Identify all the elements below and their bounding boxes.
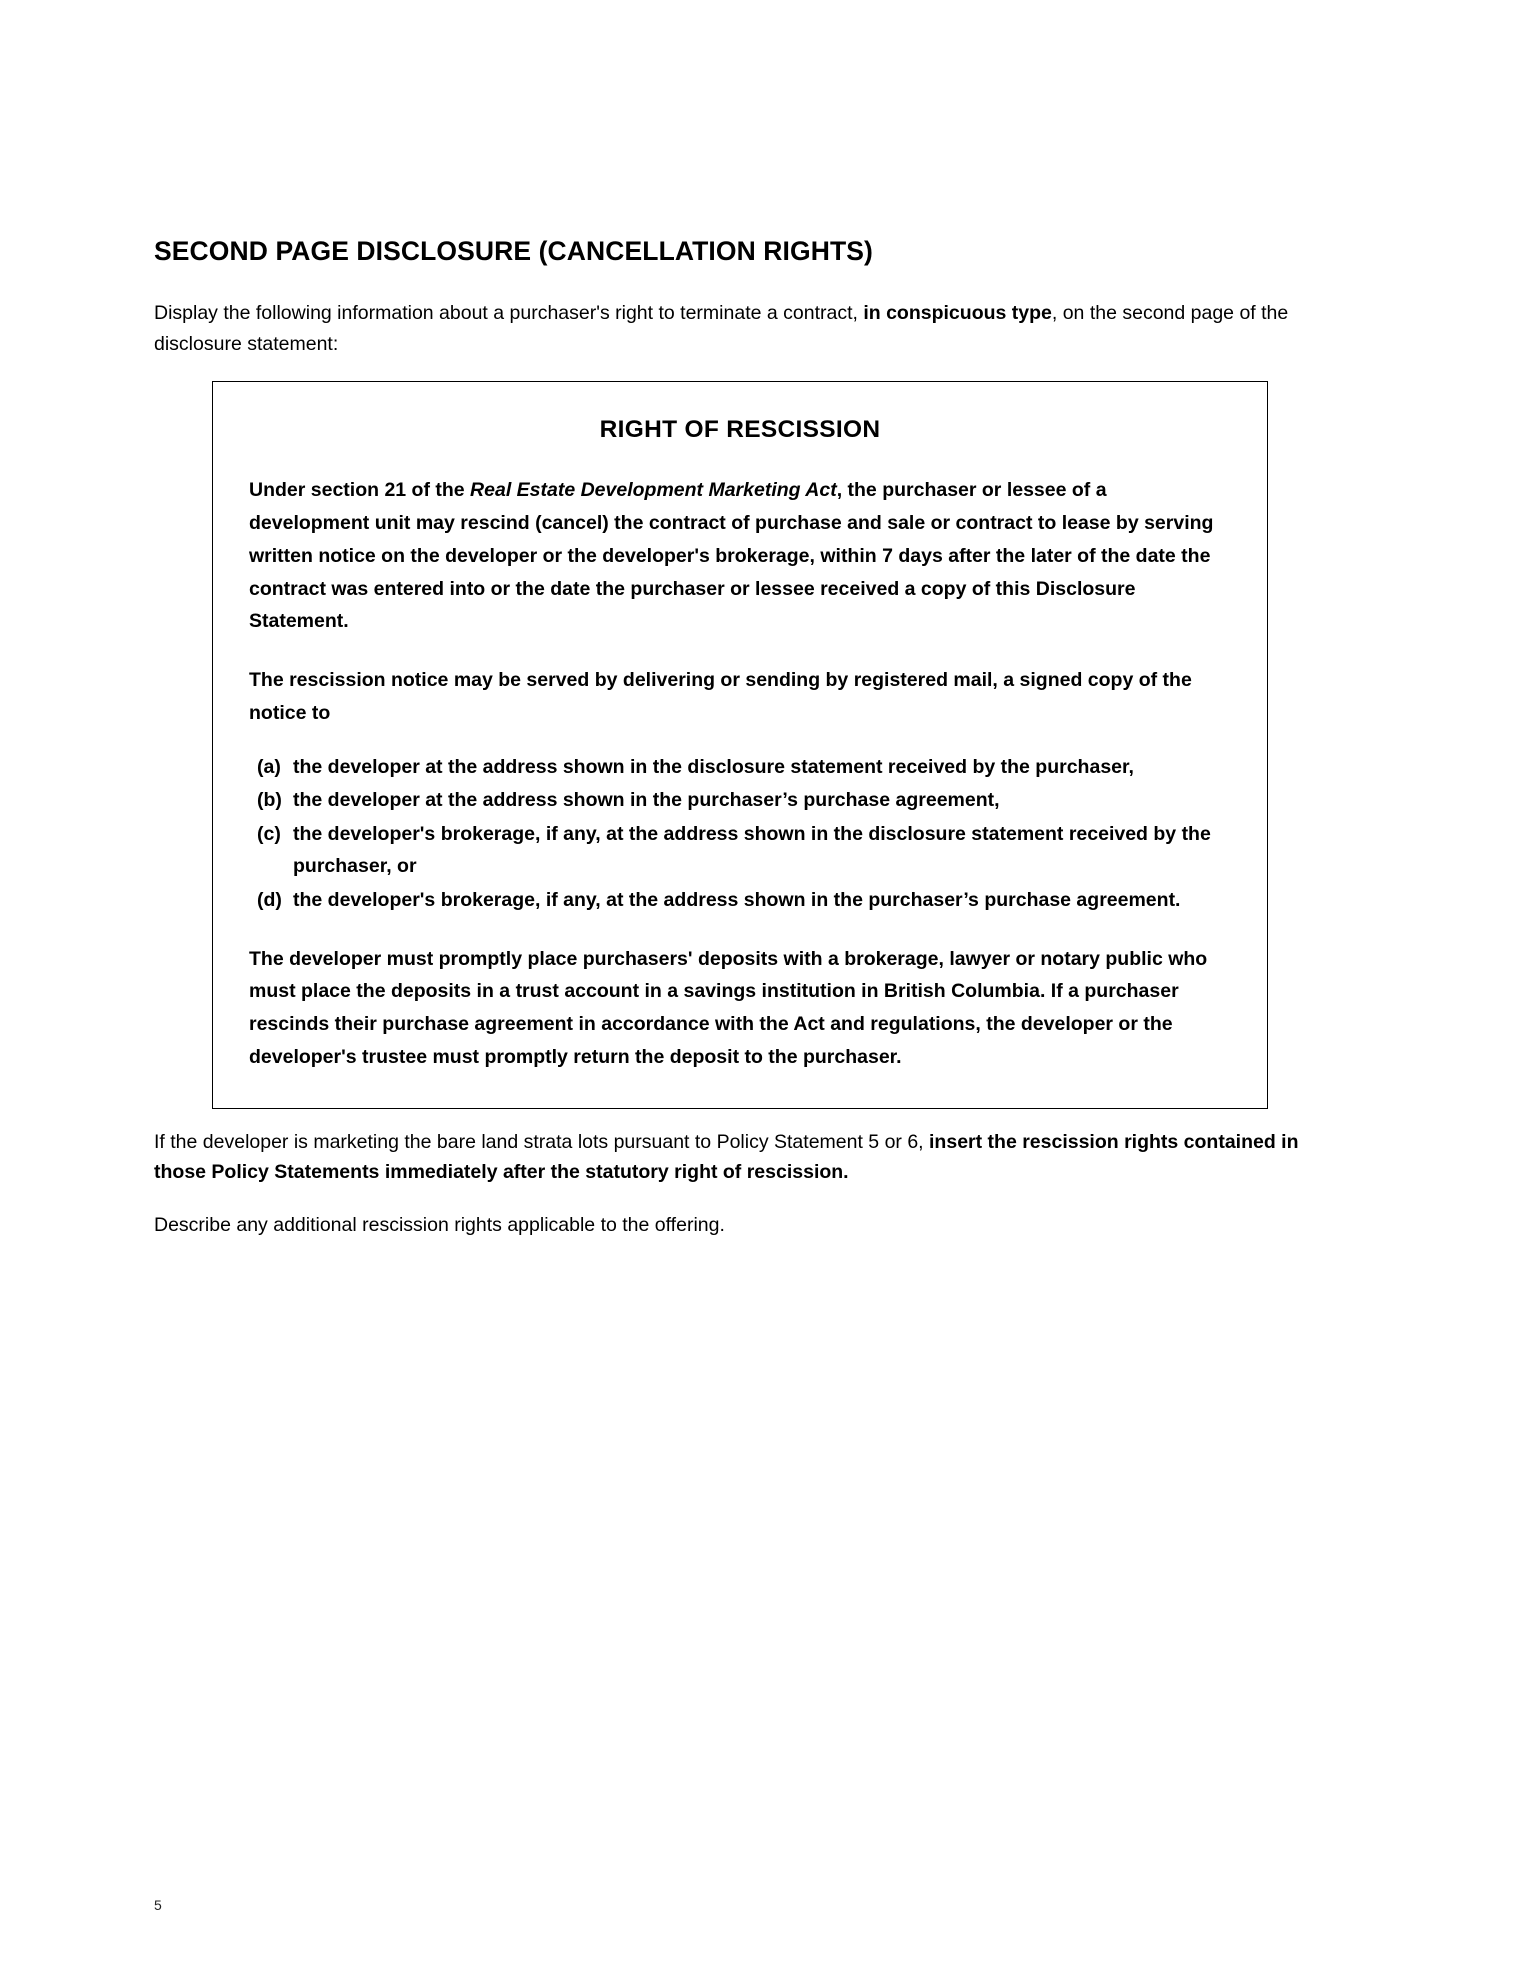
rescission-paragraph-one <box>249 474 1231 638</box>
section-reference-text: Under section 21 of the <box>249 479 471 502</box>
list-item-text: the developer's brokerage, if any, at the address shown in the disclosure statement received by the purchaser, or <box>293 823 1211 877</box>
closing-paragraph-one <box>154 1127 1344 1189</box>
list-item-text: the developer at the address shown in the disclosure statement received by the purchaser, <box>293 755 1134 778</box>
list-item-text: the developer's brokerage, if any, at the address shown in the purchaser’s purchase agreement. <box>293 888 1181 911</box>
rescission-paragraph-two: The rescission notice may be served by delivering or sending by registered mail, a signed copy of the notice to <box>249 669 1192 724</box>
intro-paragraph <box>154 298 1344 360</box>
list-item <box>249 819 1231 883</box>
closing-text-before-bold: If the developer is marketing the bare land strata lots pursuant to Policy Statement 5 or 6, <box>154 1130 930 1153</box>
list-marker: (c) <box>257 823 281 846</box>
list-item-text: the developer at the address shown in the purchaser’s purchase agreement, <box>293 789 1000 812</box>
page-number: 5 <box>154 1897 162 1913</box>
list-marker: (d) <box>257 888 282 911</box>
list-item <box>249 752 1231 784</box>
closing-bold-phrase: insert the rescission rights contained in those Policy Statements immediately after the statutory right of rescission. <box>154 1130 1299 1184</box>
list-marker: (a) <box>257 755 281 778</box>
list-item <box>249 885 1231 917</box>
intro-text-before-bold: Display the following information about a purchaser's right to terminate a contract, <box>154 301 864 324</box>
page-content <box>154 236 1344 1263</box>
service-address-list <box>249 752 1231 917</box>
rescission-paragraph-three: The developer must promptly place purchasers' deposits with a brokerage, lawyer or notary public who must place the deposits in a trust account in a savings institution in British Columbia. If a purchaser rescinds their purchase agreement in accordance with the Act and regulations, the developer or the developer's trustee must promptly return the deposit to the purchaser. <box>249 947 1208 1068</box>
list-item <box>249 785 1231 817</box>
page-title: SECOND PAGE DISCLOSURE (CANCELLATION RIGHTS) <box>154 236 873 266</box>
box-title: RIGHT OF RESCISSION <box>599 416 881 444</box>
list-marker: (b) <box>257 789 282 812</box>
right-of-rescission-box <box>212 381 1268 1108</box>
rescission-paragraph-one-remainder: , the purchaser or lessee of a development unit may rescind (cancel) the contract of purchase and sale or contract to lease by serving written notice on the developer or the developer's brokerage, within 7 days after the later of the date the contract was entered into or the date the purchaser or lessee received a copy of this Disclosure Statement. <box>249 479 1214 633</box>
closing-paragraph-two: Describe any additional rescission rights applicable to the offering. <box>154 1214 725 1237</box>
intro-text-after-bold: , on the second page of the disclosure statement: <box>154 301 1289 355</box>
act-name: Real Estate Development Marketing Act <box>470 479 837 502</box>
intro-bold-phrase: in conspicuous type <box>863 301 1052 324</box>
